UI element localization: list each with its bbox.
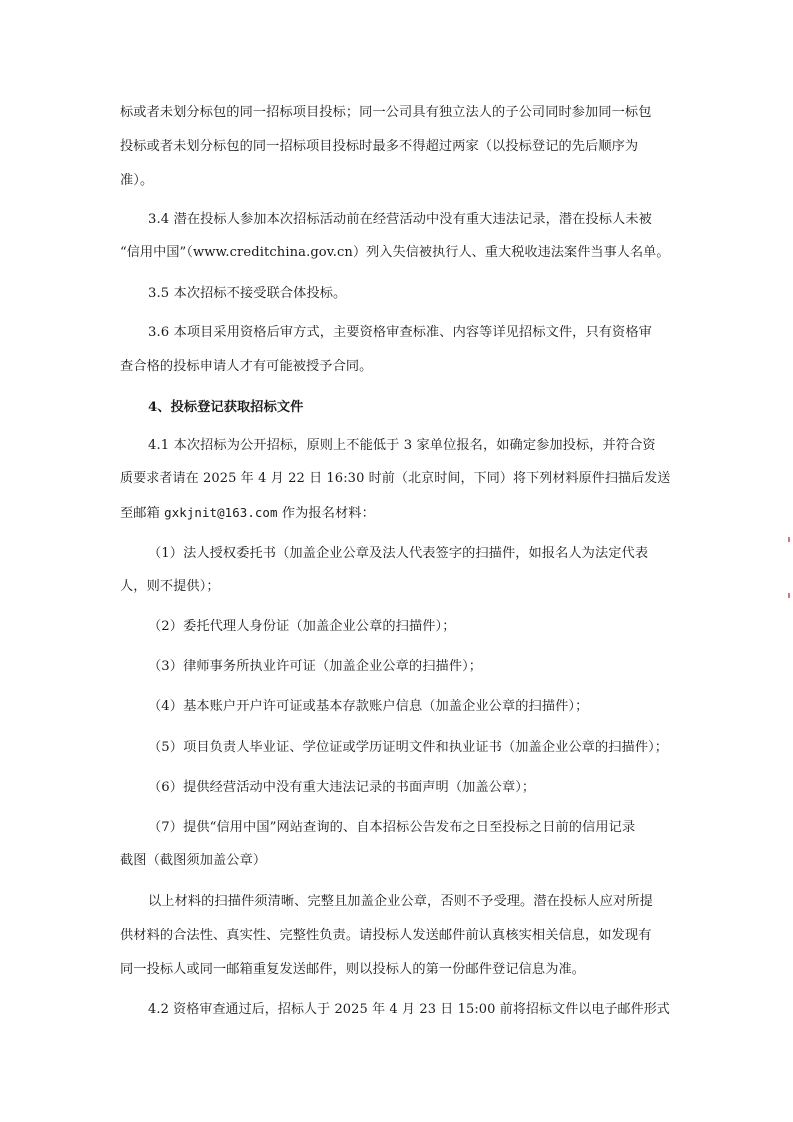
- scan-note-line-1: 以上材料的扫描件须清晰、完整且加盖企业公章，否则不予受理。潜在投标人应对所提: [148, 894, 653, 909]
- item-2: （2）委托代理人身份证（加盖企业公章的扫描件）；: [148, 619, 456, 634]
- scan-note-line-3: 同一投标人或同一邮箱重复发送邮件，则以投标人的第一份邮件登记信息为准。: [120, 962, 586, 977]
- item-7-line-1: （7）提供“信用中国”网站查询的、自本招标公告发布之日至投标之日前的信用记录: [148, 820, 636, 835]
- scan-note-line-2: 供材料的合法性、真实性、完整性负责。请投标人发送邮件前认真核实相关信息，如发现有: [120, 928, 652, 943]
- item-1-line-2: 人，则不提供）；: [120, 579, 220, 594]
- section-3-6-line-1: 3.6 本项目采用资格后审方式，主要资格审查标准、内容等详见招标文件，只有资格审: [148, 325, 652, 340]
- section-4-1-line-3: [120, 503, 375, 524]
- email-address: gxkjnit@163.com: [164, 505, 278, 520]
- section-3-5: 3.5 本次招标不接受联合体投标。: [148, 286, 347, 301]
- item-4: （4）基本账户开户许可证或基本存款账户信息（加盖企业公章的扫描件）；: [148, 699, 589, 714]
- intro-line-2: 投标或者未划分标包的同一招标项目投标时最多不得超过两家（以投标登记的先后顺序为: [120, 139, 639, 154]
- scan-artifact-mark: [788, 593, 790, 598]
- section-4-1-line-1: 4.1 本次招标为公开招标，原则上不能低于 3 家单位报名，如确定参加投标，并符合资: [148, 438, 656, 453]
- email-suffix: 作为报名材料：: [277, 506, 375, 521]
- intro-line-3: 准）。: [120, 173, 154, 188]
- intro-line-1: 标或者未划分标包的同一招标项目投标；同一公司具有独立法人的子公司同时参加同一标包: [120, 105, 652, 120]
- item-5: （5）项目负责人毕业证、学位证或学历证明文件和执业证书（加盖企业公章的扫描件）；: [148, 740, 669, 755]
- item-7-line-2: 截图（截图须加盖公章）: [120, 853, 267, 868]
- scan-artifact-mark: [788, 537, 790, 542]
- section-4-heading: 4、投标登记获取招标文件: [148, 400, 304, 415]
- item-3: （3）律师事务所执业许可证（加盖企业公章的扫描件）；: [148, 659, 483, 674]
- item-1-line-1: （1）法人授权委托书（加盖企业公章及法人代表签字的扫描件，如报名人为法定代表: [148, 546, 649, 561]
- section-4-2-line-1: 4.2 资格审查通过后，招标人于 2025 年 4 月 23 日 15:00 前将招标文件以电子邮件形式: [148, 1002, 670, 1017]
- email-prefix: 至邮箱: [120, 506, 165, 521]
- item-6: （6）提供经营活动中没有重大违法记录的书面声明（加盖公章）；: [148, 780, 536, 795]
- section-3-4-line-1: 3.4 潜在投标人参加本次招标活动前在经营活动中没有重大违法记录，潜在投标人未被: [148, 212, 652, 227]
- section-3-4-line-2: “信用中国”（www.creditchina.gov.cn）列入失信被执行人、重大税收违法案件当事人名单。: [120, 245, 670, 260]
- section-4-1-line-2: 质要求者请在 2025 年 4 月 22 日 16:30 时前（北京时间，下同）将下列材料原件扫描后发送: [120, 471, 671, 486]
- section-3-6-line-2: 查合格的投标申请人才有可能被授予合同。: [120, 359, 373, 374]
